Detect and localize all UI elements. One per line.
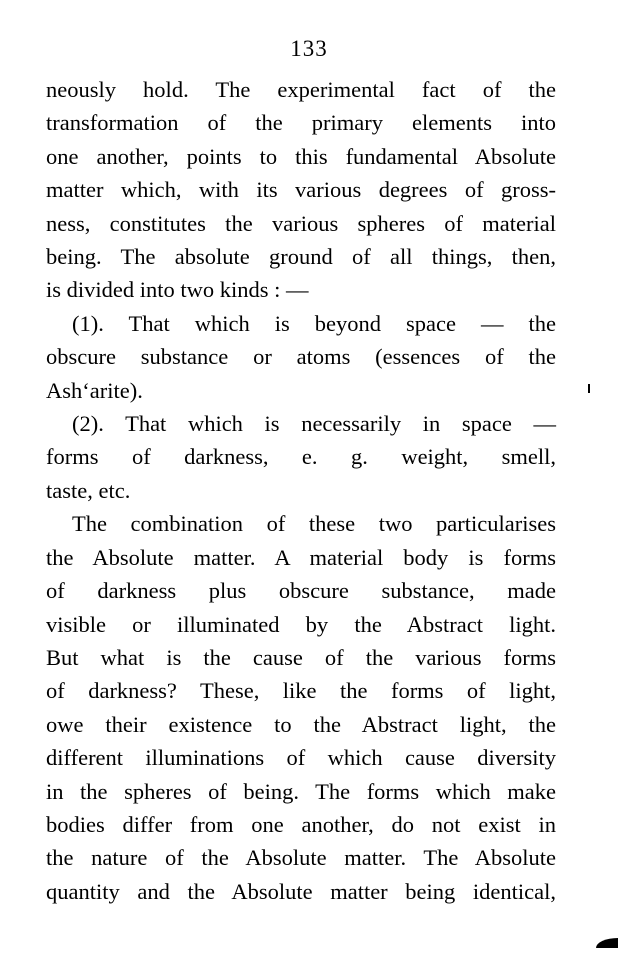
text-line: different illuminations of which cause diversity	[46, 745, 556, 771]
text-line: the nature of the Absolute matter. The Absolute	[46, 845, 556, 871]
text-line: taste, etc.	[46, 477, 131, 503]
text-line: forms of darkness, e. g. weight, smell,	[46, 444, 556, 470]
text-line: in the spheres of being. The forms which make	[46, 778, 556, 804]
text-line: matter which, with its various degrees of gross-	[46, 177, 556, 203]
text-line: (2). That which is necessarily in space —	[72, 411, 556, 437]
text-line: But what is the cause of the various forms	[46, 644, 556, 670]
text-line: ness, constitutes the various spheres of material	[46, 210, 556, 236]
text-line: of darkness? These, like the forms of light,	[46, 678, 556, 704]
text-line: of darkness plus obscure substance, made	[46, 578, 556, 604]
text-line: the Absolute matter. A material body is forms	[46, 544, 556, 570]
text-line: neously hold. The experimental fact of the	[46, 77, 556, 102]
text-line: transformation of the primary elements into	[46, 110, 556, 136]
text-line: (1). That which is beyond space — the	[72, 310, 556, 336]
text-line: being. The absolute ground of all things, then,	[46, 244, 556, 270]
text-line: The combination of these two particularises	[72, 511, 556, 537]
text-line: is divided into two kinds : —	[46, 277, 309, 303]
text-line: owe their existence to the Abstract light, the	[46, 711, 556, 737]
text-line: bodies differ from one another, do not exist in	[46, 811, 556, 837]
scan-mark	[588, 384, 590, 393]
text-line: quantity and the Absolute matter being identical,	[46, 878, 556, 904]
page-number: 133	[290, 36, 328, 61]
scan-corner-mark	[596, 938, 618, 948]
text-line: one another, points to this fundamental Absolute	[46, 143, 556, 169]
text-line: Ash‘arite).	[46, 377, 143, 403]
text-line: visible or illuminated by the Abstract light.	[46, 611, 556, 637]
body-text	[46, 73, 556, 908]
text-line: obscure substance or atoms (essences of the	[46, 344, 556, 370]
